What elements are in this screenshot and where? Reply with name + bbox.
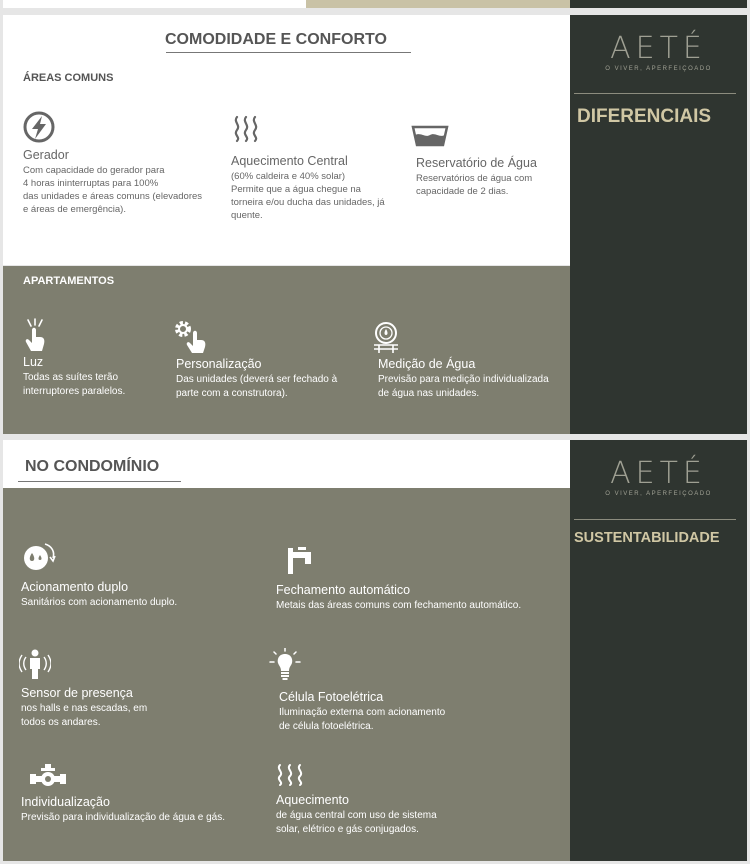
item-desc: Iluminação externa com acionamento de célula fotoelétrica. bbox=[279, 707, 446, 732]
sidebar-divider bbox=[574, 519, 736, 520]
previous-page-strip bbox=[0, 0, 750, 10]
item-title: Acionamento duplo bbox=[21, 580, 129, 594]
sidebar-title: SUSTENTABILIDADE bbox=[574, 530, 720, 546]
cond-item-acionamento bbox=[21, 580, 271, 610]
item-desc: nos halls e nas escadas, em todos os andares. bbox=[21, 703, 148, 728]
faucet-icon bbox=[286, 546, 314, 576]
strip-white bbox=[3, 0, 306, 8]
water-tank-icon bbox=[411, 125, 449, 147]
item-title: Aquecimento Central bbox=[231, 154, 348, 168]
item-desc: (60% caldeira e 40% solar) Permite que a água chegue na torneira e/ou ducha das unidades, já quente. bbox=[231, 171, 385, 221]
diferenciais-panel bbox=[3, 15, 747, 434]
valve-icon bbox=[30, 763, 66, 789]
lightning-icon bbox=[23, 111, 55, 143]
logo-word: AETÉ bbox=[610, 456, 707, 491]
brand-logo bbox=[570, 456, 747, 497]
logo-word: AETÉ bbox=[610, 31, 707, 66]
strip-khaki bbox=[306, 0, 570, 8]
cond-item-fechamento bbox=[276, 583, 566, 613]
item-title: Célula Fotoelétrica bbox=[279, 690, 384, 704]
section-label-apartments: APARTAMENTOS bbox=[23, 275, 115, 287]
item-title: Individualização bbox=[21, 795, 110, 809]
item-title: Medição de Água bbox=[378, 357, 476, 371]
page-title: COMODIDADE E CONFORTO bbox=[165, 31, 387, 48]
cond-item-sensor bbox=[21, 686, 221, 730]
cond-item-aquecimento bbox=[276, 793, 536, 837]
strip-dark bbox=[570, 0, 747, 8]
white-header bbox=[3, 440, 570, 488]
light-bulb-icon bbox=[269, 648, 301, 682]
item-desc: Reservatórios de água com capacidade de 2 dias. bbox=[416, 173, 533, 197]
item-desc: Metais das áreas comuns com fechamento automático. bbox=[276, 600, 522, 611]
apt-item-personalizacao bbox=[176, 357, 366, 401]
item-title: Luz bbox=[23, 355, 44, 369]
item-title: Aquecimento bbox=[276, 793, 349, 807]
touch-switch-icon bbox=[23, 318, 47, 352]
title-underline bbox=[166, 52, 411, 53]
logo-tagline: O VIVER, APERFEIÇOADO bbox=[605, 66, 712, 72]
item-desc: Todas as suítes terão interruptores paralelos. bbox=[23, 372, 126, 397]
presence-sensor-icon bbox=[19, 648, 51, 680]
white-section bbox=[3, 15, 570, 265]
brand-logo bbox=[570, 31, 747, 72]
section-label-common: ÁREAS COMUNS bbox=[23, 72, 114, 84]
sidebar bbox=[570, 15, 747, 434]
item-title: Fechamento automático bbox=[276, 583, 411, 597]
condominio-section bbox=[3, 488, 570, 861]
water-meter-icon bbox=[373, 321, 399, 355]
gear-hand-icon bbox=[173, 319, 209, 353]
dual-flush-icon bbox=[19, 542, 57, 572]
page-title: NO CONDOMÍNIO bbox=[25, 458, 160, 475]
sustentabilidade-panel bbox=[3, 440, 747, 861]
item-desc: Previsão para medição individualizada de água nas unidades. bbox=[378, 374, 549, 399]
cond-item-individualizacao bbox=[21, 795, 281, 825]
item-desc: de água central com uso de sistema solar, elétrico e gás conjugados. bbox=[276, 810, 437, 835]
sidebar-divider bbox=[574, 93, 736, 94]
heat-waves-icon bbox=[232, 115, 262, 143]
item-desc: Das unidades (deverá ser fechado à parte com a construtora). bbox=[176, 374, 338, 399]
item-desc: Com capacidade do gerador para 4 horas ininterruptas para 100% das unidades e áreas comuns (elevadores e áreas de emergência). bbox=[23, 165, 203, 215]
common-item-reservatorio bbox=[416, 156, 566, 198]
item-desc: Previsão para individualização de água e gás. bbox=[21, 812, 226, 823]
item-title: Reservatório de Água bbox=[416, 156, 537, 170]
item-title: Gerador bbox=[23, 148, 69, 162]
item-title: Personalização bbox=[176, 357, 262, 371]
heat-waves-icon bbox=[275, 763, 307, 787]
sidebar-title: DIFERENCIAIS bbox=[577, 106, 712, 127]
apt-item-luz bbox=[23, 355, 163, 399]
common-item-gerador bbox=[23, 148, 223, 216]
sidebar bbox=[570, 440, 747, 861]
title-underline bbox=[18, 481, 181, 482]
apartments-section bbox=[3, 266, 570, 434]
item-title: Sensor de presença bbox=[21, 686, 133, 700]
cond-item-fotoeletrica bbox=[279, 690, 529, 734]
logo-tagline: O VIVER, APERFEIÇOADO bbox=[605, 491, 712, 497]
apt-item-medicao bbox=[378, 357, 568, 401]
common-item-aquecimento bbox=[231, 154, 411, 222]
item-desc: Sanitários com acionamento duplo. bbox=[21, 597, 178, 608]
